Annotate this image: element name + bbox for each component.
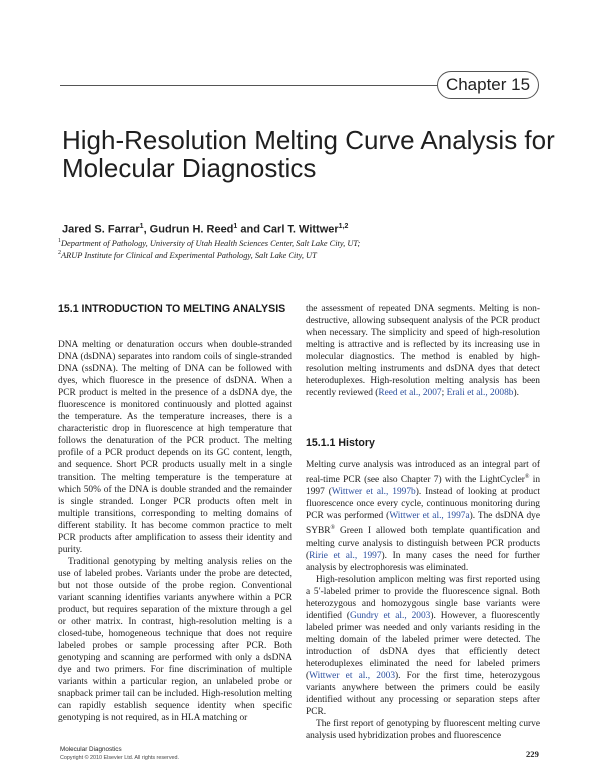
right-paragraph-2 [306,459,540,574]
right-p2-text-a: Melting curve analysis was introduced as an integral part of real-time PCR (see also Chapter 7) with the LightCycler [306,460,540,486]
chapter-header-rule [60,85,437,86]
left-paragraph-1: DNA melting or denaturation occurs when double-stranded DNA (dsDNA) separates into random coils of single-stranded DNA (ssDNA). The melting of DNA can be followed with dyes, which fluoresce in the presence of dsDNA. When a PCR product is melted in the presence of a dsDNA dye, the fluorescence is monitored continuously and plotted against the temperature. As the temperature increases, there is a characteristic drop in fluorescence at high temperature that follows the denaturation of the PCR product. The melting profile of a PCR product depends on its GC content, length, and sequence. Short PCR products usually melt in a single transition. The melting temperature is the temperature at which 50% of the DNA is double stranded and the remainder is single stranded. Longer PCR products often melt in multiple transitions, corresponding to melting domains of different stability. It has become common practice to melt PCR products after amplification to assess their identity and purity. [58,340,292,555]
right-p3-text-b: ). However, a fluorescently labeled primer was needed and only variants residing in the melting domain of the labeled primer were detected. The introduction of dsDNA dyes that efficiently detect heteroduplexes eliminated the need for labeled primers ( [306,610,540,682]
author-2: , Gudrun H. Reed [143,223,234,236]
right-p2-text-b: in 1997 ( [306,475,541,498]
left-paragraph-2: Traditional genotyping by melting analysis relies on the use of labeled probes. Variants under the probe are detected, but not those outside of the probe region. Conventional variant scanning identifies variants anywhere within a PCR product, but requires separation of the mixture through a gel or other matrix. In contrast, high-resolution melting is a closed-tube, homogeneous technique that does not require labeled probes or sample processing after PCR. Both genotyping and scanning are performed with only a dsDNA dye and two primers. For fine discrimination of multiple variants within a particular region, an unlabeled probe or snapback primer tail can be included. High-resolution melting can rapidly establish sequence identity when specific genotyping is not required, as in HLA matching or [58,556,292,724]
page-number: 229 [526,749,539,759]
footer-book-title: Molecular Diagnostics [60,746,122,753]
right-column-bottom [306,459,540,742]
right-paragraph-3 [306,574,540,719]
right-p2-text-c: ). Instead of looking at product fluorescence once every cycle, continuous monitoring during PCR was performed ( [306,487,540,522]
author-2-affil: 1 [233,223,238,230]
right-column-top [306,303,540,399]
registered-mark: ® [524,474,530,481]
author-list [62,223,348,236]
affiliation-2-text: ARUP Institute for Clinical and Experimental Pathology, Salt Lake City, UT [61,250,317,260]
right-p2-text-d: ). The dsDNA dye SYBR [306,511,540,537]
right-p2-text-e: Green I allowed both template quantification and melting curve analysis to distinguish between PCR products ( [306,526,540,561]
subsection-heading: 15.1.1 History [306,437,375,449]
author-1-affil: 1 [139,223,144,230]
author-3: and Carl T. Wittwer [237,223,339,236]
affiliation-1-num: 1 [58,238,61,244]
citation-separator: ; [441,388,447,399]
right-paragraph-1 [306,303,540,399]
citation-reed-2007[interactable]: Reed et al., 2007 [378,388,442,399]
right-p3-text-c: ). For the first time, heterozygous variants anywhere between the primers could be easily identified without any processing or separation steps after PCR. [306,671,540,718]
chapter-label: Chapter 15 [437,71,539,99]
right-p3-text-a: High-resolution amplicon melting was first reported using a 5′-labeled primer to provide the fluorescence signal. Both heterozygous and homozygous single base variants were identified ( [306,574,540,621]
left-column [58,339,292,725]
right-p1-end: ). [513,388,519,399]
affiliation-1-text: Department of Pathology, University of Utah Health Sciences Center, Salt Lake City, UT; [61,238,361,248]
affiliation-2-num: 2 [58,250,61,256]
citation-erali-2008b[interactable]: Erali et al., 2008b [446,388,514,399]
right-p1-text: the assessment of repeated DNA segments. Melting is non-destructive, allowing subsequent analysis of the PCR product when necessary. The simplicity and speed of high-resolution melting is attractive and is reflected by its increasing use in molecular diagnostics. The method is enabled by high-resolution melting instruments and dsDNA dyes that detect heteroduplexes. High-resolution melting analysis has been recently reviewed ( [306,304,540,399]
author-1: Jared S. Farrar [62,223,140,236]
registered-mark-2: ® [330,525,336,532]
footer-copyright: Copyright © 2010 Elsevier Ltd. All rights reserved. [60,755,180,761]
section-heading: 15.1 INTRODUCTION TO MELTING ANALYSIS [58,303,286,315]
paper-title: High-Resolution Melting Curve Analysis for Molecular Diagnostics [62,125,555,183]
right-paragraph-4: The first report of genotyping by fluorescent melting curve analysis used hybridization probes and fluorescence [306,719,540,742]
citation-ririe-1997[interactable]: Ririe et al., 1997 [309,550,382,561]
citation-wittwer-1997b[interactable]: Wittwer et al., 1997b [331,487,416,498]
right-p2-text-f: ). In many cases the need for further analysis by electrophoresis was eliminated. [306,550,540,573]
citation-gundry-2003[interactable]: Gundry et al., 2003 [349,610,431,621]
citation-wittwer-1997a[interactable]: Wittwer et al., 1997a [389,511,470,522]
affiliation-2 [58,250,317,260]
citation-wittwer-2003[interactable]: Wittwer et al., 2003 [309,671,396,682]
affiliation-1 [58,238,360,248]
author-3-affil: 1,2 [338,223,349,230]
